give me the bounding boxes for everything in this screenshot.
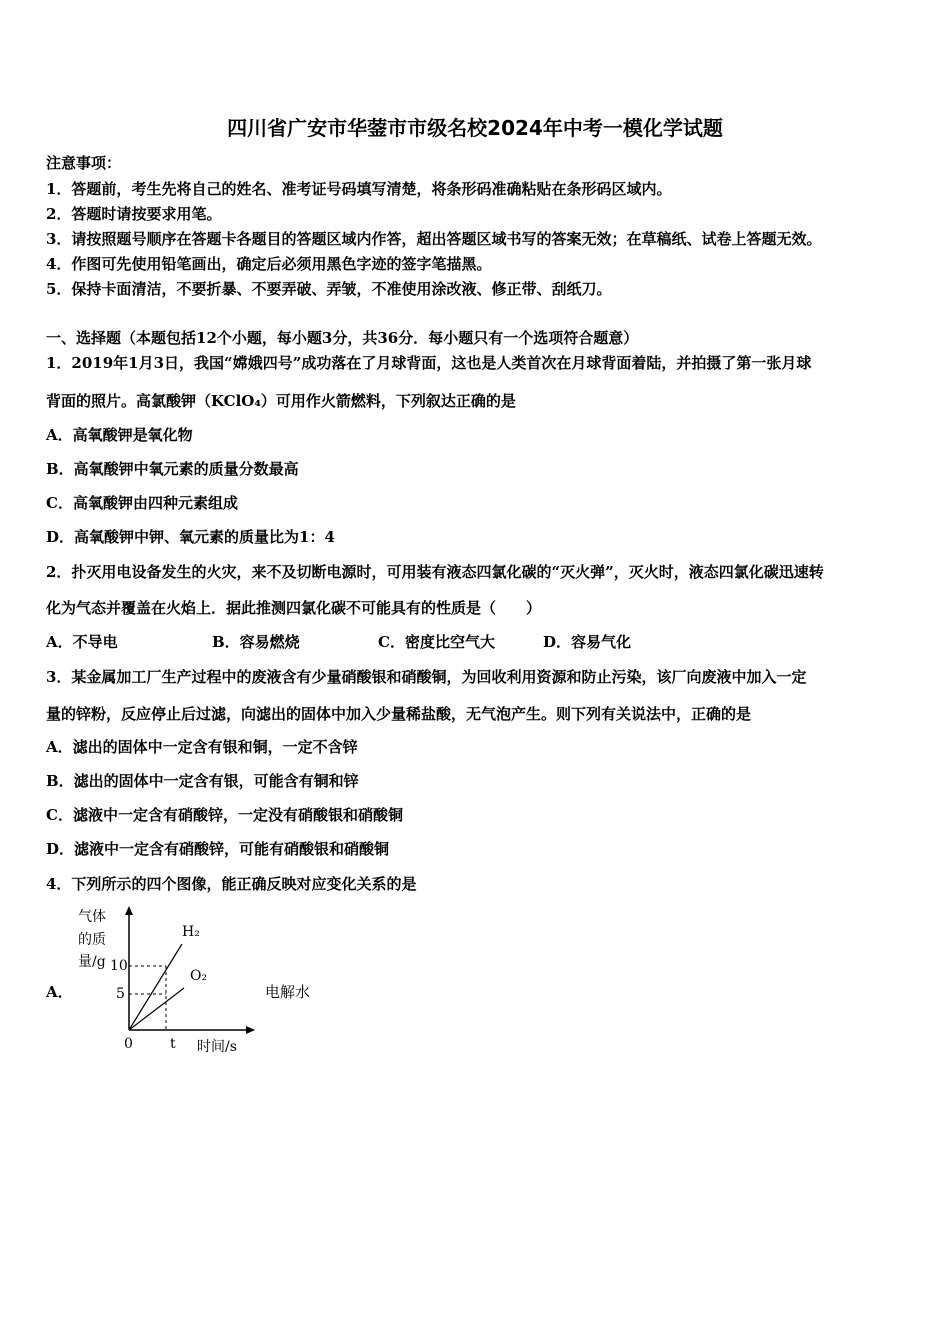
q4-option-a-caption: 电解水 <box>265 983 311 1001</box>
q1-stem-line1: 1．2019年1月3日，我国“嫦娥四号”成功落在了月球背面，这也是人类首次在月球背面着陆，并拍摄了第一张月球 <box>46 354 812 372</box>
q1-stem-line2: 背面的照片。高氯酸钾（KClO₄）可用作火箭燃料，下列叙达正确的是 <box>46 392 516 410</box>
page-title: 四川省广安市华蓥市市级名校2024年中考一模化学试题 <box>227 116 723 140</box>
y-axis-label-3: 量/g <box>78 954 106 970</box>
y-axis-label-1: 气体 <box>78 909 106 925</box>
q3-stem-line1: 3．某金属加工厂生产过程中的废液含有少量硝酸银和硝酸铜，为回收利用资源和防止污染，该厂向废液中加入一定 <box>46 668 807 686</box>
x-axis-label: 时间/s <box>197 1039 237 1055</box>
q1-option-c: C．高氧酸钾由四种元素组成 <box>46 494 238 512</box>
q2-stem-line2: 化为气态并覆盖在火焰上．据此推测四氯化碳不可能具有的性质是（ ） <box>46 599 542 617</box>
q1-option-a: A．高氧酸钾是氧化物 <box>46 426 193 444</box>
q3-option-b: B．滤出的固体中一定含有银，可能含有铜和锌 <box>46 772 359 790</box>
notice-heading: 注意事项： <box>46 154 122 172</box>
q2-stem-line1: 2．扑灭用电设备发生的火灾，来不及切断电源时，可用装有液态四氯化碳的“灭火弹”，灭火时，液态四氯化碳迅速转 <box>46 563 824 581</box>
o2-label: O₂ <box>190 968 208 984</box>
q3-option-a: A．滤出的固体中一定含有银和铜，一定不含锌 <box>46 738 358 756</box>
q2-option-b: B．容易燃烧 <box>212 633 300 651</box>
notice-item: 4．作图可先使用铅笔画出，确定后必须用黑色字迹的签字笔描黑。 <box>46 255 492 273</box>
q3-stem-line2: 量的锌粉，反应停止后过滤，向滤出的固体中加入少量稀盐酸，无气泡产生。则下列有关说法中，正确的是 <box>46 705 752 723</box>
section-heading: 一、选择题（本题包括12个小题，每小题3分，共36分．每小题只有一个选项符合题意） <box>46 329 639 347</box>
q2-option-c: C．密度比空气大 <box>378 633 495 651</box>
q1-option-b: B．高氧酸钾中氧元素的质量分数最高 <box>46 460 299 478</box>
q3-option-c: C．滤液中一定含有硝酸锌，一定没有硝酸银和硝酸铜 <box>46 806 403 824</box>
notice-item: 2．答题时请按要求用笔。 <box>46 205 222 223</box>
h2-line <box>129 944 182 1030</box>
notice-item: 5．保持卡面清洁，不要折暴、不要弄破、弄皱，不准使用涂改液、修正带、刮纸刀。 <box>46 280 612 298</box>
q2-option-a: A．不导电 <box>46 633 118 651</box>
q1-option-d: D．高氧酸钾中钾、氧元素的质量比为1：4 <box>46 528 335 546</box>
origin-label: 0 <box>124 1036 133 1052</box>
q4-option-a-label: A． <box>46 983 73 1001</box>
h2-label: H₂ <box>182 924 200 940</box>
y-tick-5: 5 <box>116 986 125 1002</box>
o2-line <box>129 988 184 1030</box>
y-axis-arrow <box>125 906 133 915</box>
y-tick-10: 10 <box>110 958 128 974</box>
notice-item: 1．答题前，考生先将自己的姓名、准考证号码填写清楚，将条形码准确粘贴在条形码区域内。 <box>46 180 672 198</box>
q4-stem: 4．下列所示的四个图像，能正确反映对应变化关系的是 <box>46 875 417 893</box>
y-axis-label-2: 的质 <box>78 932 106 948</box>
q2-option-d: D．容易气化 <box>543 633 632 651</box>
x-axis-arrow <box>246 1026 255 1034</box>
x-tick-t: t <box>170 1036 176 1052</box>
notice-item: 3．请按照题号顺序在答题卡各题目的答题区域内作答，超出答题区域书写的答案无效；在草稿纸、试卷上答题无效。 <box>46 230 822 248</box>
q3-option-d: D．滤液中一定含有硝酸锌，可能有硝酸银和硝酸铜 <box>46 840 390 858</box>
